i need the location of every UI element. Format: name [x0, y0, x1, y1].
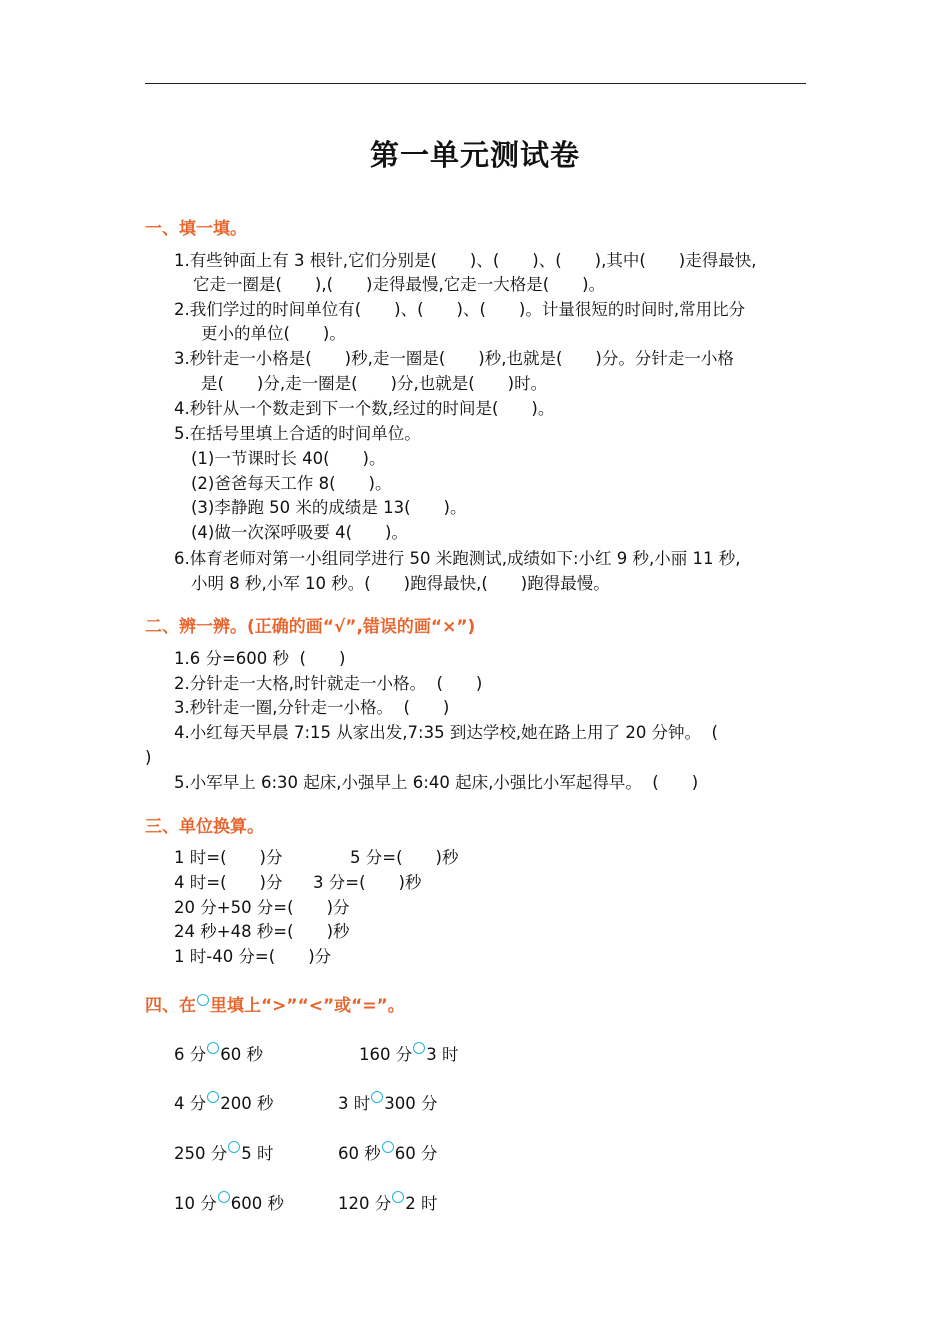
circle-icon	[197, 994, 209, 1006]
conversion-item: 1 时=( )分	[174, 848, 283, 867]
question-line: 是( )分,走一圈是( )分,也就是( )时。	[201, 374, 548, 393]
sub-question: (2)爸爸每天工作 8( )。	[191, 474, 392, 493]
section-2-heading: 二、辨一辨。(正确的画“√”,错误的画“×”)	[145, 617, 476, 637]
judge-item: 5.小军早上 6:30 起床,小强早上 6:40 起床,小强比小军起得早。 ( )	[174, 773, 699, 792]
compare-circle[interactable]	[228, 1141, 240, 1153]
question-line: 小明 8 秒,小军 10 秒。( )跑得最快,( )跑得最慢。	[191, 574, 610, 593]
conversion-item: 3 分=( )秒	[313, 873, 422, 892]
question-line: 3.秒针走一小格是( )秒,走一圈是( )秒,也就是( )分。分针走一小格	[174, 349, 734, 368]
conversion-item: 5 分=( )秒	[350, 848, 459, 867]
compare-item: 4 分 200 秒	[174, 1091, 274, 1115]
compare-circle[interactable]	[392, 1191, 404, 1203]
compare-circle[interactable]	[207, 1091, 219, 1103]
section-1-heading: 一、填一填。	[145, 219, 247, 239]
compare-circle[interactable]	[413, 1042, 425, 1054]
question-line: 1.有些钟面上有 3 根针,它们分别是( )、( )、( ),其中( )走得最快,	[174, 251, 757, 270]
compare-item: 160 分 3 时	[359, 1042, 459, 1066]
question-line: 2.我们学过的时间单位有( )、( )、( )。计量很短的时间时,常用比分	[174, 300, 746, 319]
judge-item: 4.小红每天早晨 7:15 从家出发,7:35 到达学校,她在路上用了 20 分钟。 (	[174, 723, 718, 742]
judge-item-wrap: )	[145, 748, 152, 767]
compare-item: 60 秒 60 分	[338, 1141, 438, 1165]
question-line: 更小的单位( )。	[201, 324, 346, 343]
compare-item: 10 分 600 秒	[174, 1191, 284, 1215]
question-line: 5.在括号里填上合适的时间单位。	[174, 424, 421, 443]
question-line: 4.秒针从一个数走到下一个数,经过的时间是( )。	[174, 399, 555, 418]
question-line: 6.体育老师对第一小组同学进行 50 米跑测试,成绩如下:小红 9 秒,小丽 11 秒,	[174, 549, 741, 568]
section-3-heading: 三、单位换算。	[145, 817, 264, 837]
conversion-item: 4 时=( )分	[174, 873, 283, 892]
judge-item: 1.6 分=600 秒 ( )	[174, 649, 346, 668]
sub-question: (4)做一次深呼吸要 4( )。	[191, 523, 408, 542]
compare-circle[interactable]	[207, 1042, 219, 1054]
sub-question: (1)一节课时长 40( )。	[191, 449, 386, 468]
conversion-item: 20 分+50 分=( )分	[174, 898, 350, 917]
compare-item: 3 时 300 分	[338, 1091, 438, 1115]
question-line: 它走一圈是( ),( )走得最慢,它走一大格是( )。	[193, 275, 606, 294]
judge-item: 2.分针走一大格,时针就走一小格。 ( )	[174, 674, 483, 693]
compare-circle[interactable]	[382, 1141, 394, 1153]
judge-item: 3.秒针走一圈,分针走一小格。 ( )	[174, 698, 450, 717]
compare-circle[interactable]	[371, 1091, 383, 1103]
conversion-item: 1 时-40 分=( )分	[174, 947, 332, 966]
compare-circle[interactable]	[218, 1191, 230, 1203]
conversion-item: 24 秒+48 秒=( )秒	[174, 922, 350, 941]
header-rule	[145, 83, 806, 84]
sub-question: (3)李静跑 50 米的成绩是 13( )。	[191, 498, 467, 517]
section-4-heading: 四、在 里填上“>”“<”或“=”。	[145, 996, 405, 1016]
page-title: 第一单元测试卷	[369, 138, 580, 172]
compare-item: 250 分 5 时	[174, 1141, 274, 1165]
compare-item: 6 分 60 秒	[174, 1042, 263, 1066]
compare-item: 120 分 2 时	[338, 1191, 438, 1215]
